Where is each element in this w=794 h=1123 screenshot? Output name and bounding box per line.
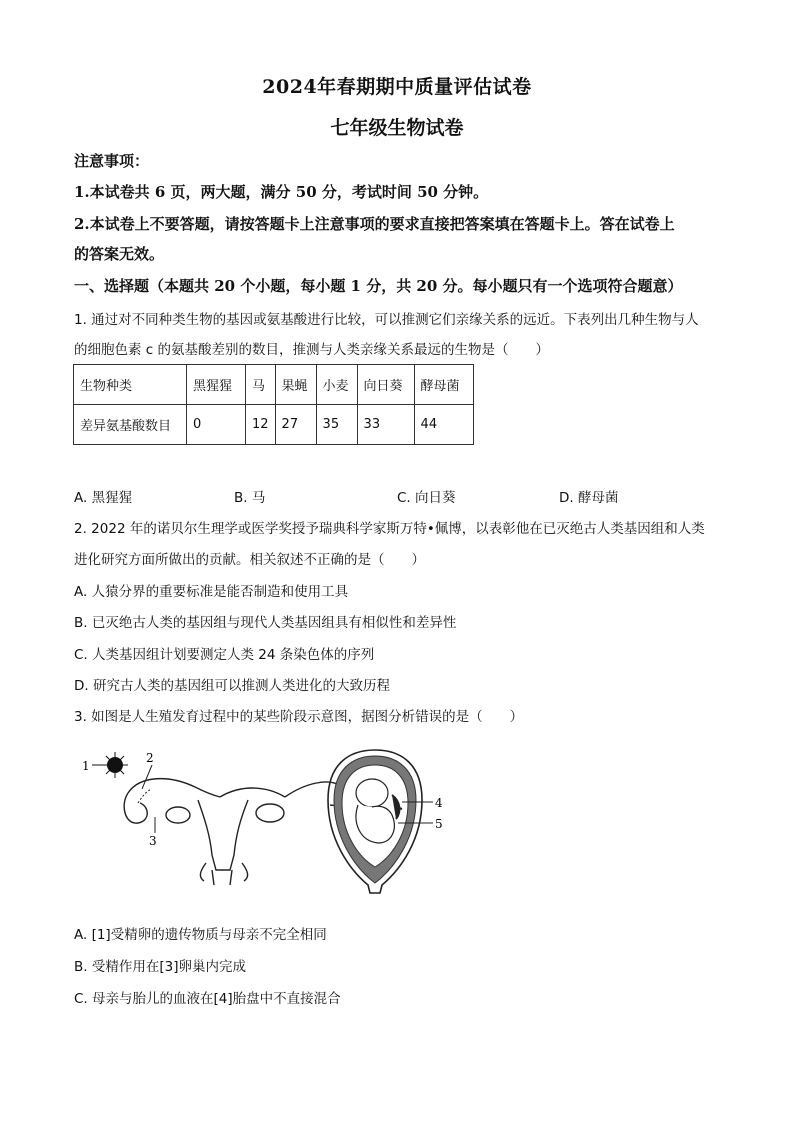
q3-option-a: A. [1]受精卵的遗传物质与母亲不完全相同 (74, 927, 327, 943)
table-cell: 44 (414, 405, 473, 445)
q2-option-c: C. 人类基因组计划要测定人类 24 条染色体的序列 (74, 647, 375, 663)
table-cell: 小麦 (316, 365, 357, 405)
table-cell: 酵母菌 (414, 365, 473, 405)
q1-option-d: D. 酵母菌 (559, 490, 619, 506)
table-cell: 0 (187, 405, 246, 445)
notes-heading: 注意事项： (74, 152, 150, 170)
table-cell: 马 (246, 365, 276, 405)
q1-option-b: B. 马 (234, 490, 266, 506)
table-row (74, 405, 474, 445)
label-4: 4 (435, 796, 443, 810)
notes-item-1: 1.本试卷共 6 页，两大题，满分 50 分，考试时间 50 分钟。 (74, 183, 489, 201)
q2-stem-line1: 2. 2022 年的诺贝尔生理学或医学奖授予瑞典科学家斯万特•佩博，以表彰他在已灭绝古人类基因组和人类 (74, 521, 705, 537)
exam-title: 2024年春期期中质量评估试卷 (262, 76, 532, 98)
table-cell: 黑猩猩 (187, 365, 246, 405)
table-cell: 向日葵 (357, 365, 414, 405)
table-cell: 35 (316, 405, 357, 445)
table-cell: 差异氨基酸数目 (74, 405, 187, 445)
egg-cell-icon (92, 752, 128, 778)
q2-option-b: B. 已灭绝古人类的基因组与现代人类基因组具有相似性和差异性 (74, 615, 457, 631)
reproduction-diagram (80, 745, 460, 900)
q3-option-c: C. 母亲与胎儿的血液在[4]胎盘中不直接混合 (74, 991, 341, 1007)
q1-stem-line1: 1. 通过对不同种类生物的基因或氨基酸进行比较，可以推测它们亲缘关系的远近。下表列出几种生物与人 (74, 312, 699, 328)
q2-option-d: D. 研究古人类的基因组可以推测人类进化的大致历程 (74, 678, 390, 694)
table-cell: 27 (275, 405, 316, 445)
q3-option-b: B. 受精作用在[3]卵巢内完成 (74, 959, 246, 975)
label-1: 1 (82, 759, 90, 773)
table-cell: 生物种类 (74, 365, 187, 405)
label-3: 3 (149, 834, 157, 848)
q3-stem: 3. 如图是人生殖发育过程中的某些阶段示意图，据图分析错误的是（ ） (74, 709, 524, 725)
table-cell: 12 (246, 405, 276, 445)
q1-stem-line2: 的细胞色素 c 的氨基酸差别的数目，推测与人类亲缘关系最远的生物是（ ） (74, 342, 550, 358)
species-table (73, 364, 474, 445)
notes-item-2-line2: 的答案无效。 (74, 245, 165, 263)
section-heading: 一、选择题（本题共 20 个小题，每小题 1 分，共 20 分。每小题只有一个选项符合题意） (74, 277, 683, 295)
fetus-uterus-icon (328, 750, 422, 893)
table-cell: 果蝇 (275, 365, 316, 405)
q1-option-c: C. 向日葵 (397, 490, 456, 506)
label-5: 5 (435, 817, 443, 831)
label-2: 2 (146, 751, 154, 765)
q1-option-a: A. 黑猩猩 (74, 490, 133, 506)
uterus-icon (124, 779, 345, 885)
exam-subtitle: 七年级生物试卷 (330, 117, 464, 139)
q2-stem-line2: 进化研究方面所做出的贡献。相关叙述不正确的是（ ） (74, 552, 425, 568)
table-row (74, 365, 474, 405)
q2-option-a: A. 人猿分界的重要标准是能否制造和使用工具 (74, 584, 349, 600)
table-cell: 33 (357, 405, 414, 445)
notes-item-2-line1: 2.本试卷上不要答题，请按答题卡上注意事项的要求直接把答案填在答题卡上。答在试卷上 (74, 215, 675, 233)
